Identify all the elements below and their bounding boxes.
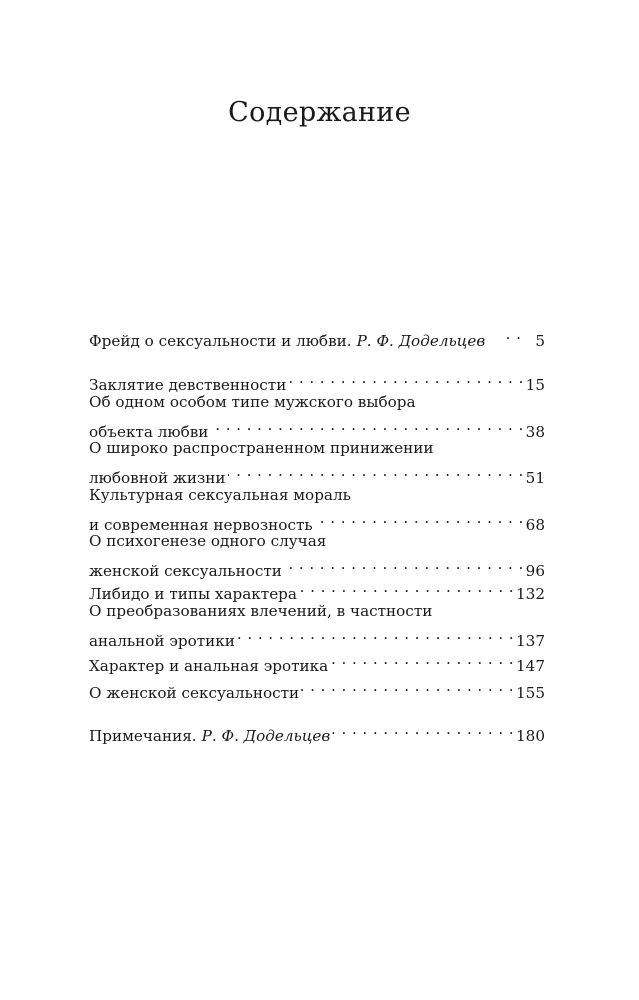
toc-entry-title-line: объекта любви	[89, 423, 209, 441]
toc-entry-notes[interactable]	[89, 718, 545, 748]
toc-entry-page: 5	[535, 332, 545, 350]
toc-entry-page: 155	[516, 684, 545, 702]
toc-entry-page: 180	[516, 727, 545, 745]
dot-leader	[237, 623, 514, 646]
toc-entry-title-line: О преобразованиях влечений, в частности	[89, 602, 433, 620]
toc-entry-title-line: любовной жизни	[89, 469, 226, 487]
dot-leader	[210, 414, 523, 437]
toc-entry[interactable]	[89, 648, 545, 678]
toc-entry-page: 15	[525, 376, 545, 394]
toc-entry-page: 132	[516, 585, 545, 603]
toc-entry[interactable]	[89, 600, 545, 653]
page-title: Содержание	[228, 97, 411, 128]
toc-entry-page: 51	[525, 469, 545, 487]
toc-entry-page: 96	[525, 562, 545, 580]
toc-entry-title: О женской сексуальности	[89, 684, 300, 702]
toc-entry[interactable]	[89, 437, 545, 490]
dot-leader	[284, 553, 524, 576]
toc-entry-title-line: Культурная сексуальная мораль	[89, 486, 351, 504]
toc-entry-title-line: О широко распространенном принижении	[89, 439, 434, 457]
toc-entry-page: 38	[525, 423, 545, 441]
toc-entry-page: 137	[516, 632, 545, 650]
dot-leader	[315, 507, 524, 530]
toc-entry-title: Либидо и типы характера	[89, 585, 297, 603]
toc-entry-title-line: женской сексуальности	[89, 562, 282, 580]
toc-entry-title-line: и современная нервозность	[89, 516, 313, 534]
toc-entry-title-line: анальной эротики	[89, 632, 235, 650]
toc-entry-page: 147	[516, 657, 545, 675]
toc-entry-author: Р. Ф. Додельцев	[201, 727, 331, 745]
toc-entry[interactable]	[89, 675, 545, 705]
dot-leader	[332, 718, 514, 741]
toc-entry-title: Примечания.	[89, 727, 197, 745]
toc-entry-page: 68	[525, 516, 545, 534]
toc-entry-title-line: О психогенезе одного случая	[89, 532, 327, 550]
toc-entry-title-line: Об одном особом типе мужского выбора	[89, 393, 416, 411]
dot-leader	[499, 323, 521, 346]
dot-leader	[228, 460, 524, 483]
dot-leader	[301, 675, 514, 698]
toc-entry-title: Фрейд о сексуальности и любви.	[89, 332, 352, 350]
dot-leader	[330, 648, 514, 671]
toc-entry-title: Заклятие девственности	[89, 376, 287, 394]
dot-leader	[299, 576, 514, 599]
toc-entry-author: Р. Ф. Додельцев	[356, 332, 486, 350]
dot-leader	[288, 367, 523, 390]
toc-entry-title: Характер и анальная эротика	[89, 657, 329, 675]
toc-entry-intro[interactable]	[89, 323, 545, 353]
